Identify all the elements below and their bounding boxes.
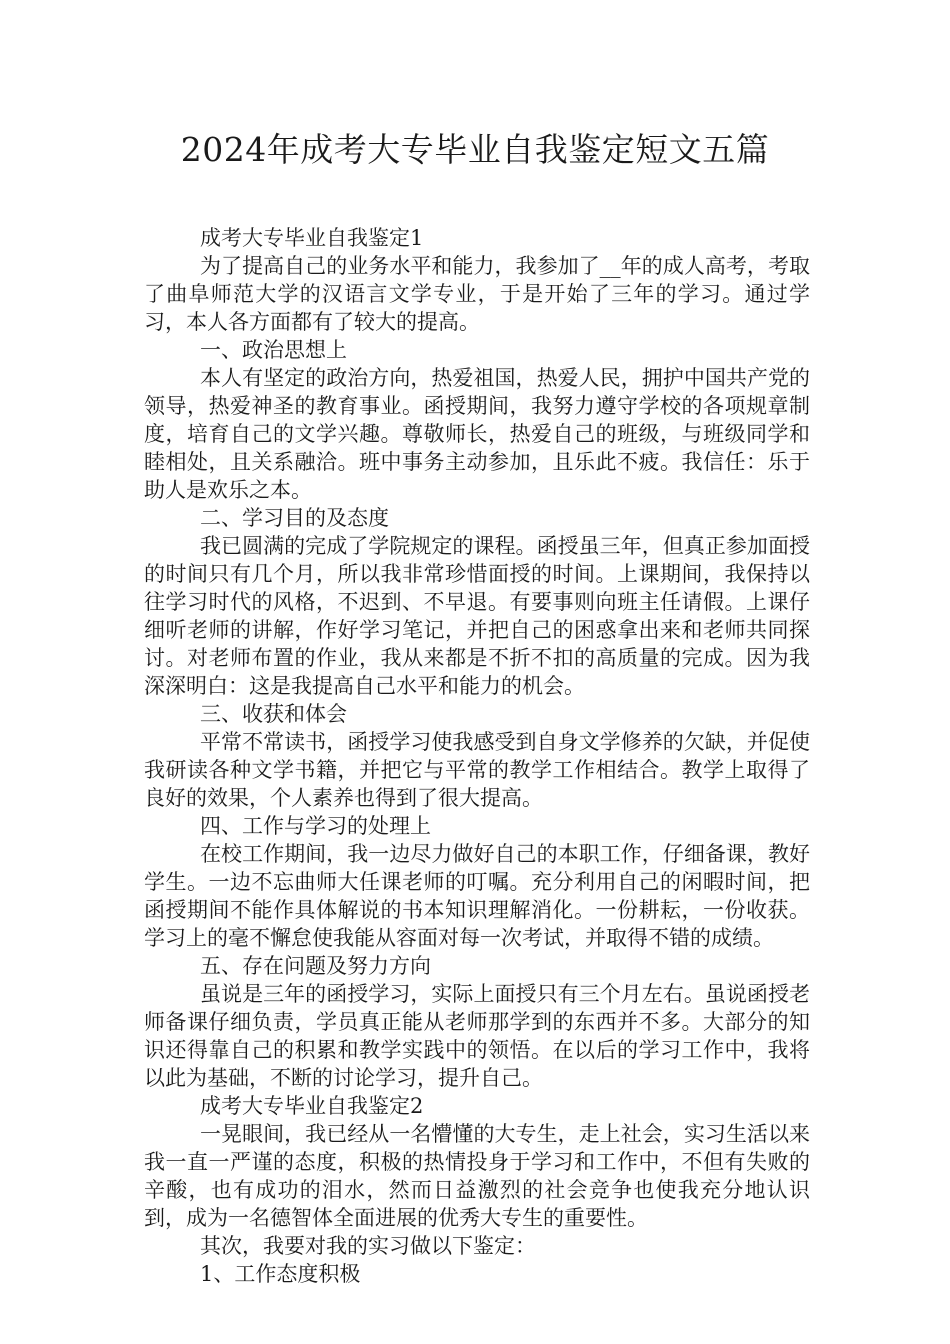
document-body [144, 224, 810, 1288]
section-heading: 三、收获和体会 [200, 702, 347, 726]
body-paragraph: 一晃眼间，我已经从一名懵懂的大专生，走上社会，实习生活以来我一直一严谨的态度，积极的热情投身于学习和工作中，不但有失败的辛酸，也有成功的泪水，然而日益激烈的社会竞争也使我充分地认识到，成为一名德智体全面进展的优秀大专生的重要性。 [144, 1122, 810, 1230]
section-heading: 四、工作与学习的处理上 [200, 814, 431, 838]
body-paragraph: 平常不常读书，函授学习使我感受到自身文学修养的欠缺，并促使我研读各种文学书籍，并把它与平常的教学工作相结合。教学上取得了良好的效果，个人素养也得到了很大提高。 [144, 730, 810, 810]
body-paragraph: 本人有坚定的政治方向，热爱祖国，热爱人民，拥护中国共产党的领导，热爱神圣的教育事业。函授期间，我努力遵守学校的各项规章制度，培育自己的文学兴趣。尊敬师长，热爱自己的班级，与班级同学和睦相处，且关系融洽。班中事务主动参加，且乐此不疲。我信任：乐于助人是欢乐之本。 [144, 366, 810, 502]
section-heading: 一、政治思想上 [200, 338, 347, 362]
body-paragraph: 虽说是三年的函授学习，实际上面授只有三个月左右。虽说函授老师备课仔细负责，学员真正能从老师那学到的东西并不多。大部分的知识还得靠自己的积累和教学实践中的领悟。在以后的学习工作中，我将以此为基础，不断的讨论学习，提升自己。 [144, 982, 810, 1090]
section-heading: 成考大专毕业自我鉴定1 [200, 226, 424, 250]
document-title: 2024年成考大专毕业自我鉴定短文五篇 [180, 130, 770, 169]
section-heading: 1、工作态度积极 [200, 1262, 361, 1286]
section-heading: 其次，我要对我的实习做以下鉴定： [200, 1234, 536, 1258]
section-heading: 五、存在问题及努力方向 [200, 954, 431, 978]
body-paragraph: 在校工作期间，我一边尽力做好自己的本职工作，仔细备课，教好学生。一边不忘曲师大任课老师的叮嘱。充分利用自己的闲暇时间，把函授期间不能作具体解说的书本知识理解消化。一份耕耘，一份收获。学习上的毫不懈怠使我能从容面对每一次考试，并取得不错的成绩。 [144, 842, 810, 950]
body-paragraph: 我已圆满的完成了学院规定的课程。函授虽三年，但真正参加面授的时间只有几个月，所以我非常珍惜面授的时间。上课期间，我保持以往学习时代的风格，不迟到、不早退。有要事则向班主任请假。上课仔细听老师的讲解，作好学习笔记，并把自己的困惑拿出来和老师共同探讨。对老师布置的作业，我从来都是不折不扣的高质量的完成。因为我深深明白：这是我提高自己水平和能力的机会。 [144, 534, 810, 698]
section-heading: 成考大专毕业自我鉴定2 [200, 1094, 424, 1118]
body-paragraph: 为了提高自己的业务水平和能力，我参加了__年的成人高考，考取了曲阜师范大学的汉语言文学专业，于是开始了三年的学习。通过学习，本人各方面都有了较大的提高。 [144, 254, 810, 334]
section-heading: 二、学习目的及态度 [200, 506, 389, 530]
